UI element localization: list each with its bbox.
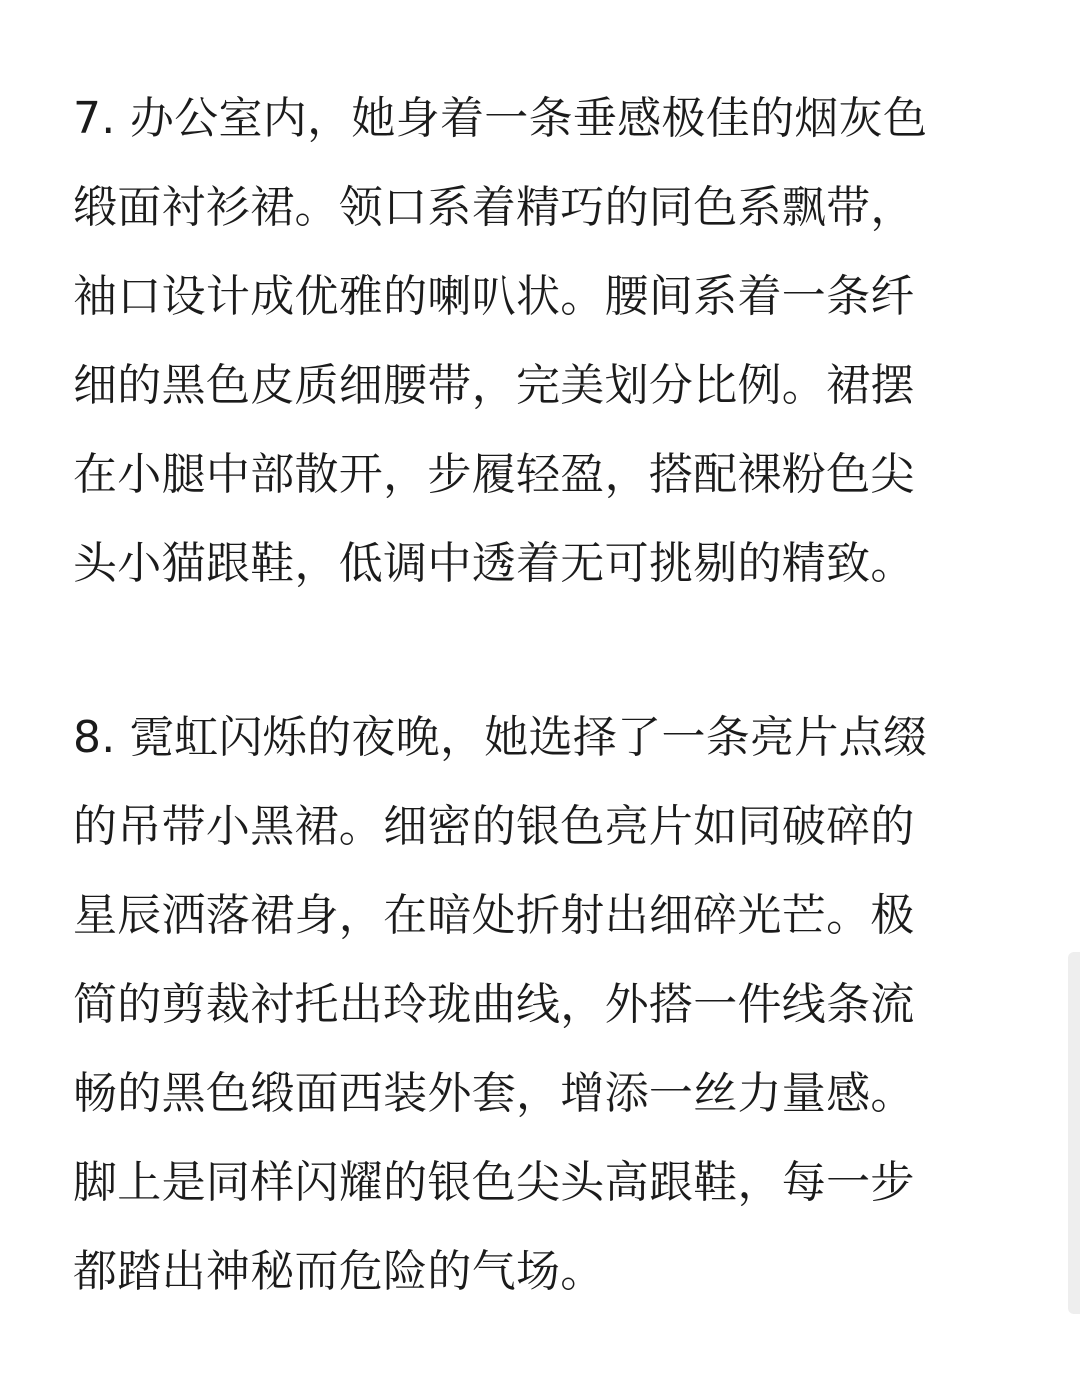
text-line: 都踏出神秘而危险的气场。 xyxy=(73,1246,605,1297)
text-line: 在小腿中部散开，步履轻盈，搭配裸粉色尖 xyxy=(73,449,915,500)
text-line: 细的黑色皮质细腰带，完美划分比例。裙摆 xyxy=(73,360,915,411)
paragraph-item-7 xyxy=(73,74,1013,608)
paragraph-item-8 xyxy=(73,693,1013,1316)
text-line: 7. 办公室内，她身着一条垂感极佳的烟灰色 xyxy=(73,93,928,144)
text-line: 袖口设计成优雅的喇叭状。腰间系着一条纤 xyxy=(73,271,915,322)
paragraph-spacer xyxy=(73,608,1013,693)
text-line: 8. 霓虹闪烁的夜晚，她选择了一条亮片点缀 xyxy=(73,712,928,763)
article-body xyxy=(73,74,1013,1316)
text-line: 缎面衬衫裙。领口系着精巧的同色系飘带， xyxy=(73,182,915,233)
scrollbar[interactable] xyxy=(1068,952,1080,1314)
text-line: 的吊带小黑裙。细密的银色亮片如同破碎的 xyxy=(73,801,915,852)
text-line: 头小猫跟鞋，低调中透着无可挑剔的精致。 xyxy=(73,538,915,589)
text-line: 星辰洒落裙身，在暗处折射出细碎光芒。极 xyxy=(73,890,915,941)
text-line: 脚上是同样闪耀的银色尖头高跟鞋，每一步 xyxy=(73,1157,915,1208)
text-line: 简的剪裁衬托出玲珑曲线，外搭一件线条流 xyxy=(73,979,915,1030)
text-line: 畅的黑色缎面西装外套，增添一丝力量感。 xyxy=(73,1068,915,1119)
